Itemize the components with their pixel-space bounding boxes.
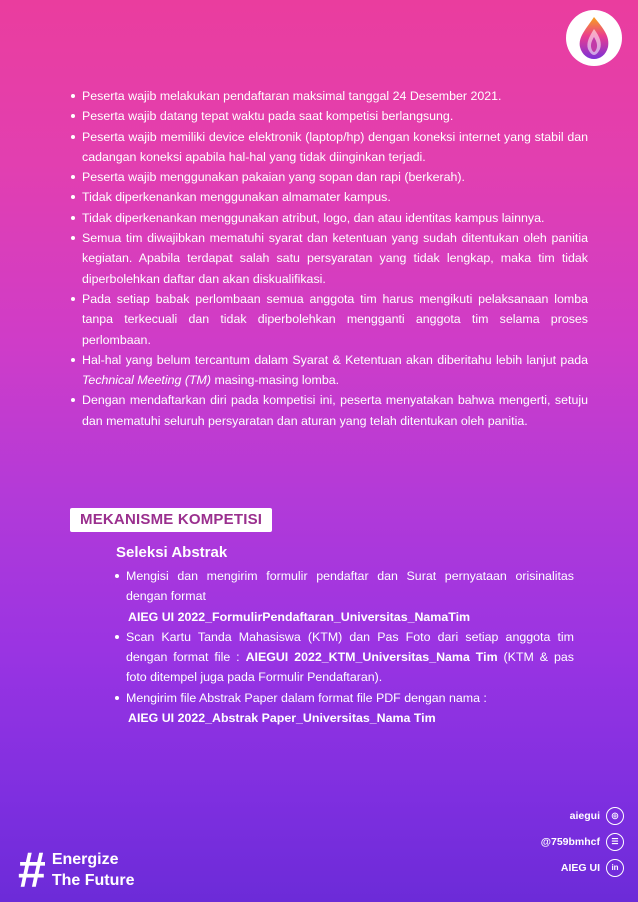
step-text: Mengisi dan mengirim formulir pendaftar dan Surat pernyataan orisinalitas dengan format — [126, 569, 574, 604]
file-format-name: AIEG UI 2022_Abstrak Paper_Universitas_Nama Tim — [128, 711, 436, 726]
rule-text: Hal-hal yang belum tercantum dalam Syarat & Ketentuan akan diberitahu lebih lanjut pada — [82, 352, 588, 367]
rule-item: Semua tim diwajibkan mematuhi syarat dan ketentuan yang sudah ditentukan oleh panitia kegiatan. Apabila terdapat salah satu persyaratan yang tidak lengkap, maka tim tidak diperbolehkan daftar dan akan diskualifikasi. — [82, 228, 588, 289]
rules-list — [68, 86, 588, 431]
mechanism-steps-list — [126, 566, 574, 728]
step-text: Mengirim file Abstrak Paper dalam format file PDF dengan nama : — [126, 690, 487, 705]
social-links — [541, 805, 624, 883]
step-item — [126, 688, 574, 729]
rule-item: Tidak diperkenankan menggunakan atribut, logo, dan atau identitas kampus lainnya. — [82, 208, 588, 228]
social-link-linkedin[interactable] — [541, 857, 624, 879]
step-item — [126, 566, 574, 627]
rule-text: masing-masing lomba. — [211, 373, 340, 388]
social-link-instagram[interactable] — [541, 805, 624, 827]
tagline-line: Energize — [51, 851, 119, 868]
section-heading: MEKANISME KOMPETISI — [70, 508, 272, 532]
rule-item: Pada setiap babak perlombaan semua anggota tim harus mengikuti pelaksanaan lomba tanpa terkecuali dan tidak diperbolehkan mengganti anggota tim selama proses perlombaan. — [82, 289, 588, 350]
social-link-line[interactable] — [541, 831, 624, 853]
rule-item: Peserta wajib melakukan pendaftaran maksimal tanggal 24 Desember 2021. — [82, 86, 588, 106]
flame-logo-icon — [574, 15, 614, 61]
step-text: (KTM & pas foto ditempel juga pada Formulir Pendaftaran). — [126, 650, 574, 685]
instagram-icon: ◎ — [606, 807, 624, 825]
rule-item: Peserta wajib datang tepat waktu pada saat kompetisi berlangsung. — [82, 106, 588, 126]
line-icon: ☰ — [606, 833, 624, 851]
step-item — [126, 627, 574, 688]
hashtag-symbol: # — [18, 842, 46, 898]
subsection-heading: Seleksi Abstrak — [116, 544, 228, 561]
rule-item — [82, 350, 588, 391]
rule-item: Dengan mendaftarkan diri pada kompetisi ini, peserta menyatakan bahwa mengerti, setuju dan mematuhi seluruh persyaratan dan aturan yang telah ditentukan oleh panitia. — [82, 390, 588, 431]
step-text: Scan Kartu Tanda Mahasiswa (KTM) dan Pas Foto dari setiap anggota tim dengan format file : — [126, 629, 574, 665]
event-logo — [566, 10, 622, 66]
social-handle: aiegui — [569, 810, 600, 822]
tagline — [18, 842, 135, 898]
rule-item: Peserta wajib memiliki device elektronik (laptop/hp) dengan koneksi internet yang stabil dan cadangan koneksi apabila hal-hal yang tidak diinginkan terjadi. — [82, 127, 588, 168]
file-format-name: AIEGUI 2022_KTM_Universitas_Nama Tim — [245, 650, 498, 665]
linkedin-icon: in — [606, 859, 624, 877]
rule-item: Peserta wajib menggunakan pakaian yang sopan dan rapi (berkerah). — [82, 167, 588, 187]
tagline-text — [52, 849, 135, 891]
tagline-line: The Future — [51, 872, 135, 889]
social-handle: @759bmhcf — [540, 836, 600, 848]
social-handle: AIEG UI — [560, 862, 600, 874]
rule-item: Tidak diperkenankan menggunakan almamater kampus. — [82, 187, 588, 207]
file-format-name: AIEG UI 2022_FormulirPendaftaran_Universitas_NamaTim — [128, 609, 471, 624]
technical-meeting-term: Technical Meeting (TM) — [82, 373, 211, 388]
